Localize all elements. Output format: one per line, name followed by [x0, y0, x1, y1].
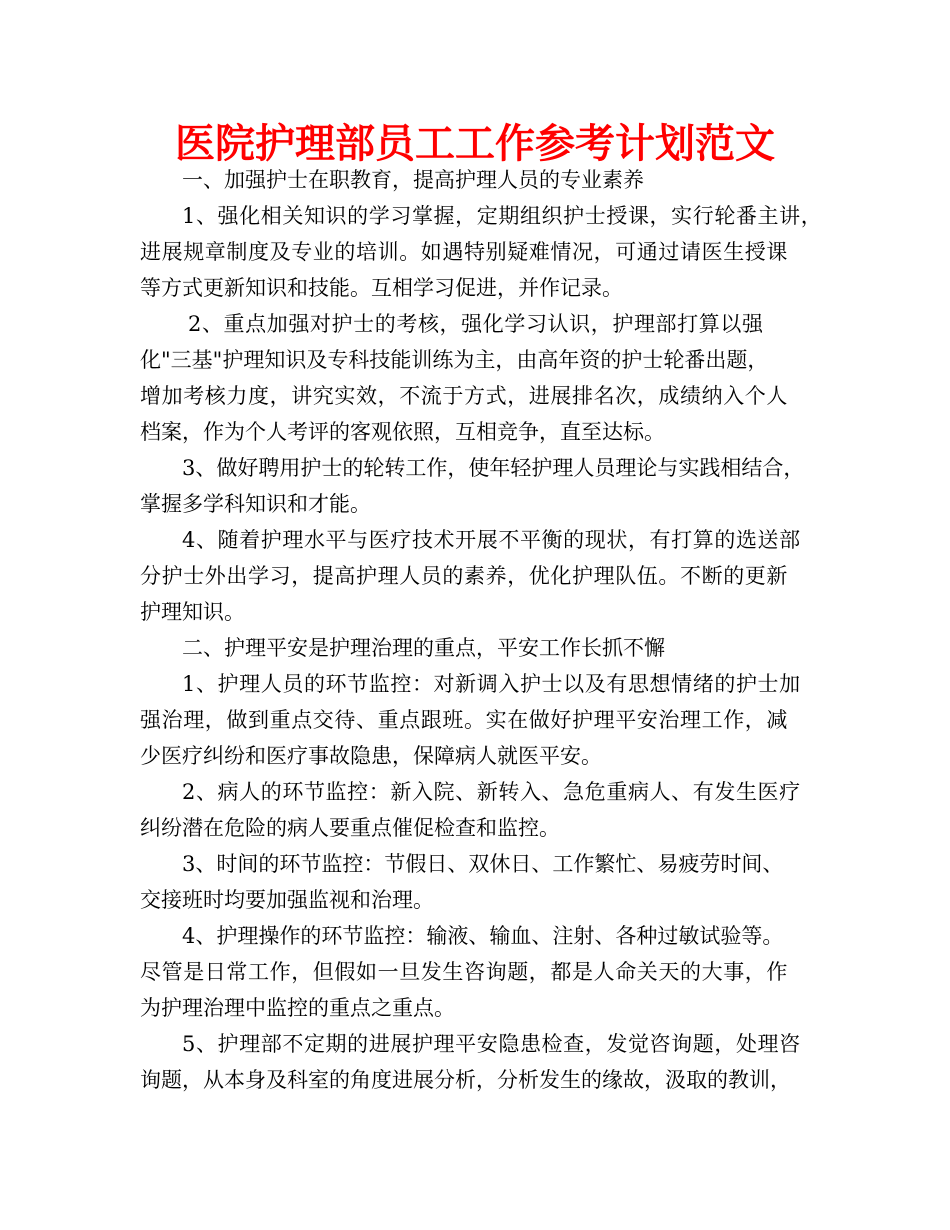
paragraph-line: 纠纷潜在危险的病人要重点催促检查和监控。	[140, 816, 560, 840]
paragraph-line: 3、做好聘用护士的轮转工作，使年轻护理人员理论与实践相结合，	[182, 456, 805, 480]
paragraph-line: 分护士外出学习，提高护理人员的素养，优化护理队伍。不断的更新	[140, 564, 788, 588]
paragraph-line: 尽管是日常工作，但假如一旦发生咨询题，都是人命关天的大事，作	[140, 960, 788, 984]
document-body	[140, 162, 823, 1098]
paragraph-line: 等方式更新知识和技能。互相学习促进，并作记录。	[140, 276, 623, 300]
paragraph-line: 3、时间的环节监控：节假日、双休日、工作繁忙、易疲劳时间、	[182, 852, 784, 876]
paragraph-line: 护理知识。	[140, 600, 245, 624]
paragraph-line: 进展规章制度及专业的培训。如遇特别疑难情况，可通过请医生授课	[140, 240, 788, 264]
paragraph-line: 4、随着护理水平与医疗技术开展不平衡的现状，有打算的选送部	[182, 528, 801, 552]
section-heading-2: 二、护理平安是护理治理的重点，平安工作长抓不懈	[182, 636, 665, 660]
paragraph-line: 强治理，做到重点交待、重点跟班。实在做好护理平安治理工作，减	[140, 708, 788, 732]
paragraph-line: 为护理治理中监控的重点之重点。	[140, 996, 455, 1020]
paragraph-line: 增加考核力度，讲究实效，不流于方式，进展排名次，成绩纳入个人	[140, 384, 788, 408]
document-title: 医院护理部员工工作参考计划范文	[175, 121, 775, 167]
paragraph-line: 1、护理人员的环节监控：对新调入护士以及有思想情绪的护士加	[182, 672, 801, 696]
paragraph-line: 化"三基"护理知识及专科技能训练为主，由高年资的护士轮番出题，	[140, 348, 769, 372]
paragraph-line: 询题，从本身及科室的角度进展分析，分析发生的缘故，汲取的教训，	[140, 1068, 791, 1092]
paragraph-line: 档案，作为个人考评的客观依照，互相竞争，直至达标。	[140, 420, 665, 444]
paragraph-line: 少医疗纠纷和医疗事故隐患，保障病人就医平安。	[140, 744, 602, 768]
section-heading-1: 一、加强护士在职教育，提高护理人员的专业素养	[182, 168, 644, 192]
paragraph-line: 2、病人的环节监控：新入院、新转入、急危重病人、有发生医疗	[182, 780, 801, 804]
paragraph-line: 1、强化相关知识的学习掌握，定期组织护士授课，实行轮番主讲，	[182, 204, 823, 228]
paragraph-line: 5、护理部不定期的进展护理平安隐患检查，发觉咨询题，处理咨	[182, 1032, 801, 1056]
paragraph-line: 4、护理操作的环节监控：输液、输血、注射、各种过敏试验等。	[182, 924, 784, 948]
paragraph-line: 交接班时均要加强监视和治理。	[140, 888, 434, 912]
paragraph-line: 掌握多学科知识和才能。	[140, 492, 371, 516]
paragraph-line: 2、重点加强对护士的考核，强化学习认识，护理部打算以强	[188, 312, 764, 336]
